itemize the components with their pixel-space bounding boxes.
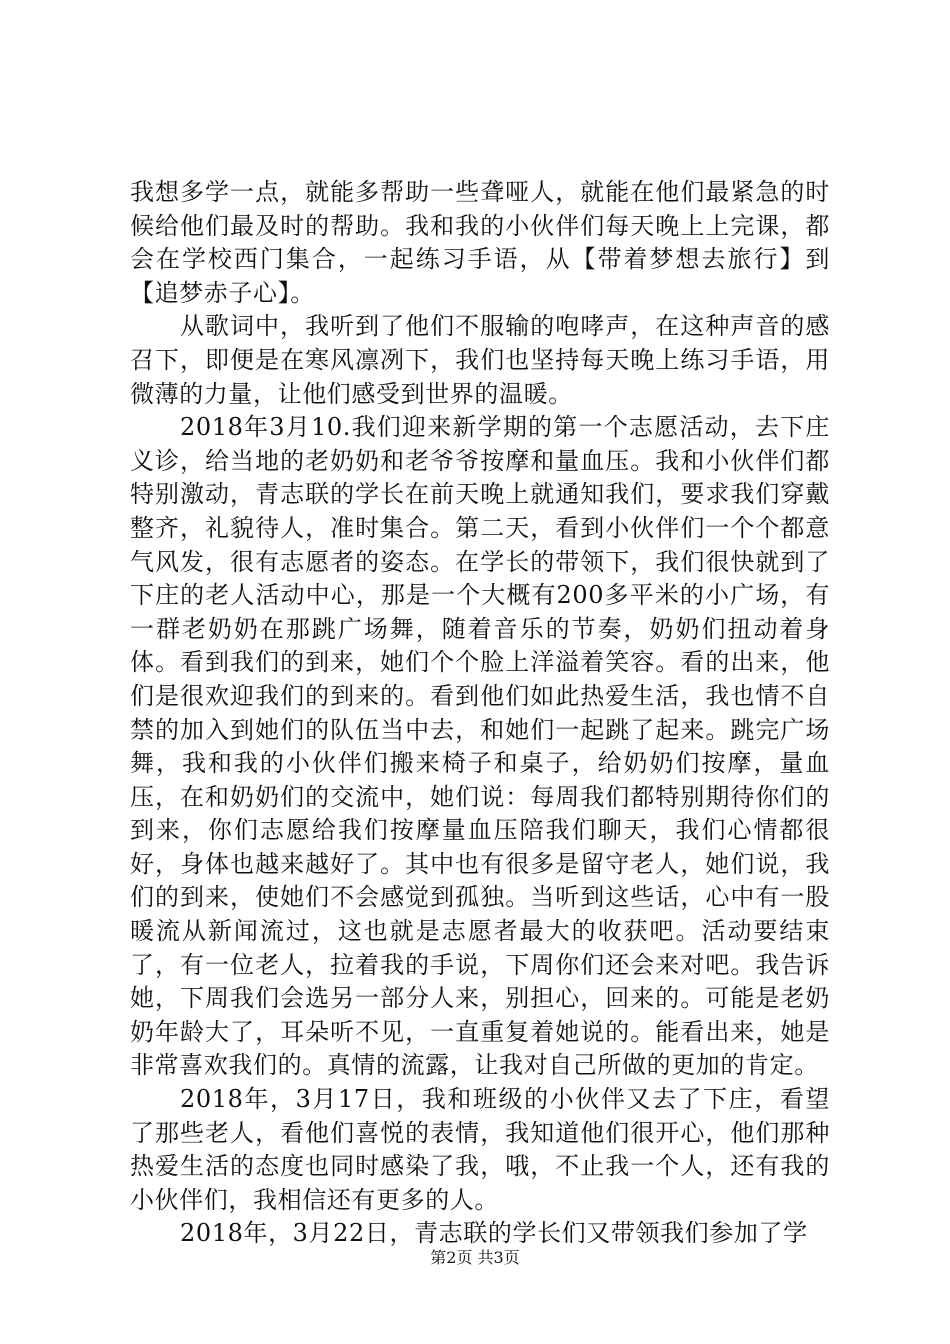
paragraph-4: 2018年，3月17日，我和班级的小伙伴又去了下庄，看望了那些老人，看他们喜悦的表情，我知道他们很开心，他们那种热爱生活的态度也同时感染了我，哦，不止我一个人，还有我的小伙伴们，我相信还有更多的人。 [130,1085,830,1214]
paragraph-3: 2018年3月10.我们迎来新学期的第一个志愿活动，去下庄义诊，给当地的老奶奶和老爷爷按摩和量血压。我和小伙伴们都特别激动，青志联的学长在前天晚上就通知我们，要求我们穿戴整齐，礼貌待人，准时集合。第二天，看到小伙伴们一个个都意气风发，很有志愿者的姿态。在学长的带领下，我们很快就到了下庄的老人活动中心，那是一个大概有200多平米的小广场，有一群老奶奶在那跳广场舞，随着音乐的节奏，奶奶们扭动着身体。看到我们的到来，她们个个脸上洋溢着笑容。看的出来，他们是很欢迎我们的到来的。看到他们如此热爱生活，我也情不自禁的加入到她们的队伍当中去，和她们一起跳了起来。跳完广场舞，我和我的小伙伴们搬来椅子和桌子，给奶奶们按摩，量血压，在和奶奶们的交流中，她们说：每周我们都特别期待你们的到来，你们志愿给我们按摩量血压陪我们聊天，我们心情都很好，身体也越来越好了。其中也有很多是留守老人，她们说，我们的到来，使她们不会感觉到孤独。当听到这些话，心中有一股暖流从新闻流过，这也就是志愿者最大的收获吧。活动要结束了，有一位老人，拉着我的手说，下周你们还会来对吧。我告诉她，下周我们会选另一部分人来，别担心，回来的。可能是老奶奶年龄大了，耳朵听不见，一直重复着她说的。能看出来，她是非常喜欢我们的。真情的流露，让我对自己所做的更加的肯定。 [130,413,830,1080]
paragraph-5: 2018年，3月22日，青志联的学长们又带领我们参加了学 [180,1219,808,1248]
document-body [130,176,830,1251]
page-number-footer: 第2页 共3页 [430,1248,520,1267]
paragraph-2: 从歌词中，我听到了他们不服输的咆哮声，在这种声音的感召下，即便是在寒风凛冽下，我们也坚持每天晚上练习手语，用微薄的力量，让他们感受到世界的温暖。 [130,312,830,408]
paragraph-1: 我想多学一点，就能多帮助一些聋哑人，就能在他们最紧急的时候给他们最及时的帮助。我和我的小伙伴们每天晚上上完课，都会在学校西门集合，一起练习手语，从【带着梦想去旅行】到【追梦赤子心】。 [130,178,830,307]
